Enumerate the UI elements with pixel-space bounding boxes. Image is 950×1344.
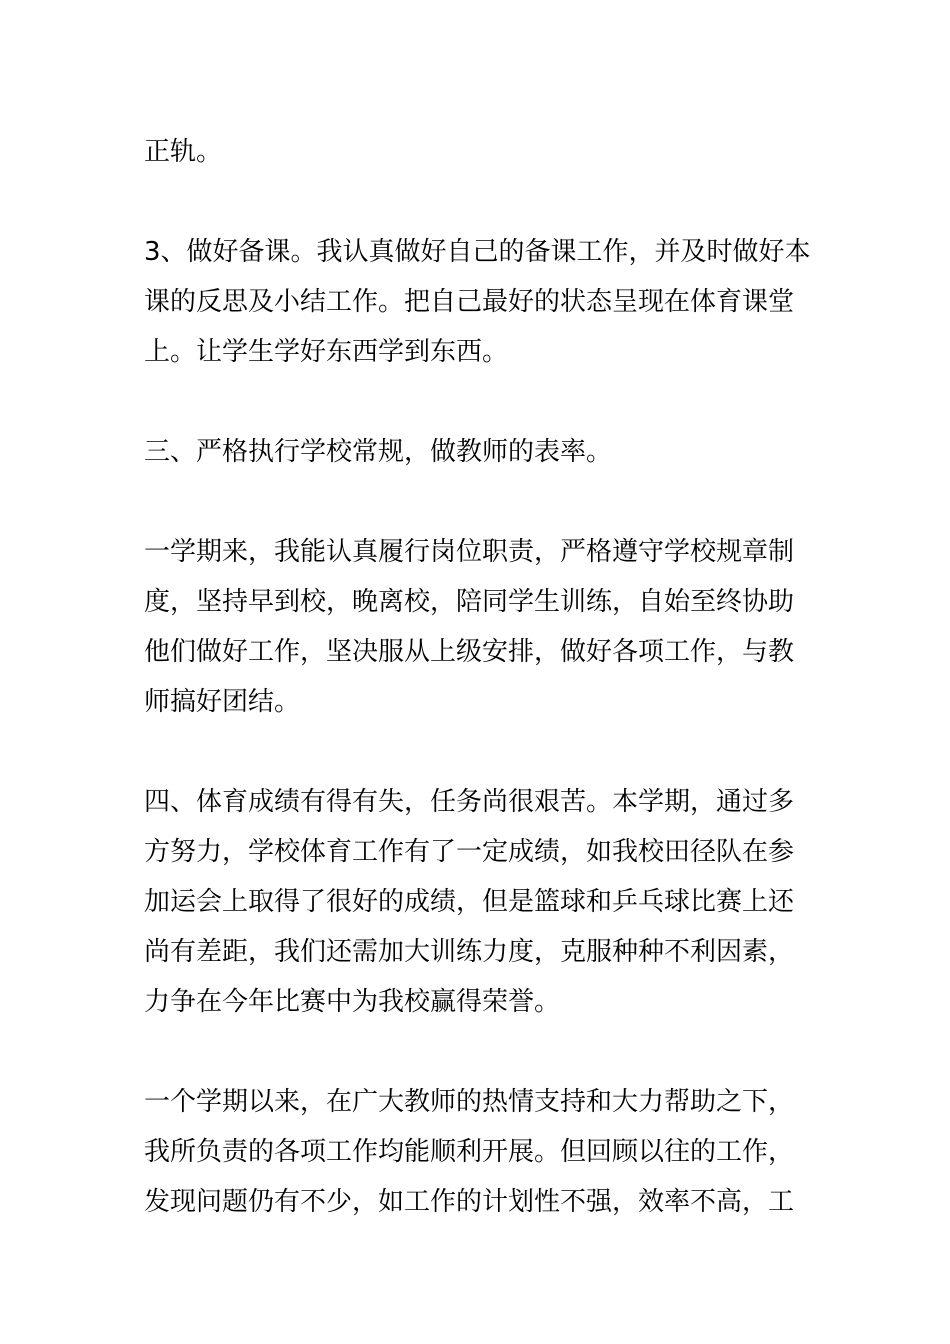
paragraph-4 [144,527,814,727]
text-line: 他们做好工作，坚决服从上级安排，做好各项工作，与教 [144,637,795,667]
text-line: 度，坚持早到校，晚离校，陪同学生训练，自始至终协助 [144,587,795,617]
text-line: 我所负责的各项工作均能顺利开展。但回顾以往的工作， [144,1137,795,1167]
text-line: 发现问题仍有不少，如工作的计划性不强，效率不高，工 [144,1187,795,1217]
text-line: 一学期来，我能认真履行岗位职责，严格遵守学校规章制 [144,537,795,567]
text-line: 正轨。 [144,137,223,167]
text-line: 上。让学生学好东西学到东西。 [144,337,509,367]
text-line: 3、做好备课。我认真做好自己的备课工作，并及时做好本 [144,237,811,267]
text-line: 师搞好团结。 [144,687,301,717]
paragraph-6 [144,1077,814,1227]
paragraph-1 [144,127,814,177]
text-line: 四、体育成绩有得有失，任务尚很艰苦。本学期，通过多 [144,787,795,817]
paragraph-2 [144,227,814,377]
section-heading: 三、严格执行学校常规，做教师的表率。 [144,437,613,467]
text-line: 加运会上取得了很好的成绩，但是篮球和乒乓球比赛上还 [144,887,795,917]
text-line: 力争在今年比赛中为我校赢得荣誉。 [144,987,561,1017]
paragraph-5 [144,777,814,1027]
document-body [144,127,814,1277]
paragraph-3 [144,427,814,477]
text-line: 课的反思及小结工作。把自己最好的状态呈现在体育课堂 [144,287,795,317]
text-line: 一个学期以来，在广大教师的热情支持和大力帮助之下， [144,1087,795,1117]
text-line: 尚有差距，我们还需加大训练力度，克服种种不利因素， [144,937,795,967]
text-line: 方努力，学校体育工作有了一定成绩，如我校田径队在参 [144,837,795,867]
